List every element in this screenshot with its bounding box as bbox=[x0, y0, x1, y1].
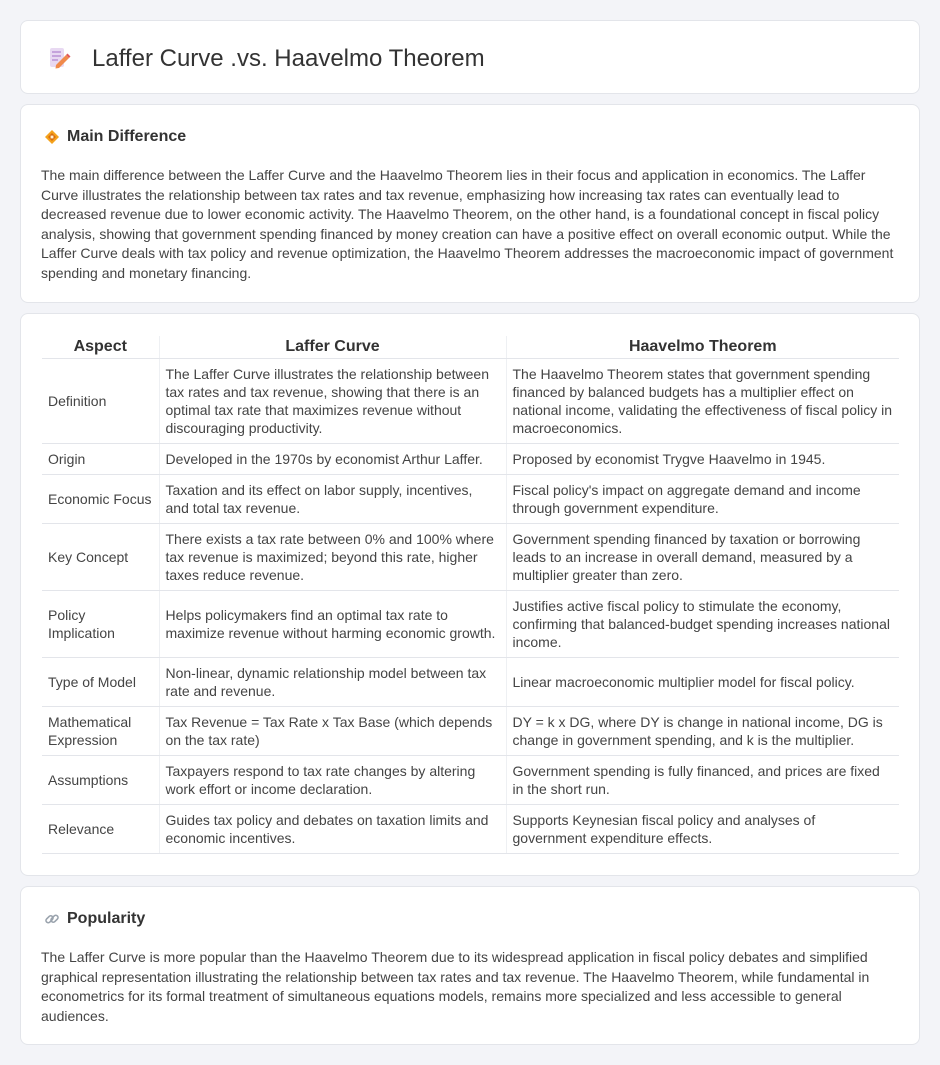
col-header-aspect: Aspect bbox=[42, 336, 159, 358]
header-card bbox=[20, 20, 920, 94]
aspect-cell: Type of Model bbox=[42, 657, 159, 706]
laffer-cell: There exists a tax rate between 0% and 100% where tax revenue is maximized; beyond this rate, higher taxes reduce revenue. bbox=[159, 523, 506, 590]
laffer-cell: Guides tax policy and debates on taxation limits and economic incentives. bbox=[159, 804, 506, 853]
haavelmo-cell: Supports Keynesian fiscal policy and analyses of government expenditure effects. bbox=[506, 804, 899, 853]
laffer-cell: Helps policymakers find an optimal tax rate to maximize revenue without harming economic growth. bbox=[159, 590, 506, 657]
table-row bbox=[42, 443, 899, 474]
aspect-cell: Definition bbox=[42, 358, 159, 443]
document-edit-icon bbox=[47, 46, 71, 70]
laffer-cell: Taxpayers respond to tax rate changes by altering work effort or income declaration. bbox=[159, 755, 506, 804]
aspect-cell: Policy Implication bbox=[42, 590, 159, 657]
table-row bbox=[42, 523, 899, 590]
popularity-text: The Laffer Curve is more popular than the Haavelmo Theorem due to its widespread application in fiscal policy debates and simplified graphical representation illustrating the relationship between tax rates and tax revenue. The Haavelmo Theorem, while fundamental in econometrics for its formal treatment of simultaneous equations models, remains more specialized and less accessible to general audiences. bbox=[41, 949, 870, 1024]
table-row bbox=[42, 358, 899, 443]
haavelmo-cell: Government spending financed by taxation or borrowing leads to an increase in overall demand, measured by a multiplier greater than zero. bbox=[506, 523, 899, 590]
aspect-cell: Key Concept bbox=[42, 523, 159, 590]
laffer-cell: Tax Revenue = Tax Rate x Tax Base (which depends on the tax rate) bbox=[159, 706, 506, 755]
haavelmo-cell: DY = k x DG, where DY is change in national income, DG is change in government spending, and k is the multiplier. bbox=[506, 706, 899, 755]
haavelmo-cell: Fiscal policy's impact on aggregate demand and income through government expenditure. bbox=[506, 474, 899, 523]
haavelmo-cell: Justifies active fiscal policy to stimulate the economy, confirming that balanced-budget spending increases national income. bbox=[506, 590, 899, 657]
comparison-table bbox=[42, 336, 899, 854]
table-row bbox=[42, 804, 899, 853]
table-row bbox=[42, 657, 899, 706]
col-header-laffer-curve: Laffer Curve bbox=[159, 336, 506, 358]
haavelmo-cell: Proposed by economist Trygve Haavelmo in 1945. bbox=[506, 443, 899, 474]
comparison-table-section bbox=[20, 313, 920, 876]
popularity-heading bbox=[44, 910, 145, 928]
laffer-cell: Non-linear, dynamic relationship model between tax rate and revenue. bbox=[159, 657, 506, 706]
table-header-row bbox=[42, 336, 899, 358]
main-difference-text: The main difference between the Laffer Curve and the Haavelmo Theorem lies in their focus and application in economics. The Laffer Curve illustrates the relationship between tax rates and tax revenue, emphasizing how increasing tax rates can eventually lead to decreased revenue due to lower economic activity. The Haavelmo Theorem, on the other hand, is a foundational concept in fiscal policy analysis, showing that government spending financed by money creation can have a positive effect on overall economic output. While the Laffer Curve deals with tax policy and revenue optimization, the Haavelmo Theorem addresses the macroeconomic impact of government spending and monetary financing. bbox=[41, 167, 894, 281]
aspect-cell: Origin bbox=[42, 443, 159, 474]
haavelmo-cell: Government spending is fully financed, and prices are fixed in the short run. bbox=[506, 755, 899, 804]
popularity-title: Popularity bbox=[67, 910, 146, 927]
aspect-cell: Relevance bbox=[42, 804, 159, 853]
haavelmo-cell: The Haavelmo Theorem states that government spending financed by balanced budgets has a multiplier effect on national income, validating the effectiveness of fiscal policy in macroeconomics. bbox=[506, 358, 899, 443]
main-difference-heading bbox=[44, 128, 186, 146]
diamond-icon bbox=[44, 129, 60, 145]
page-title: Laffer Curve .vs. Haavelmo Theorem bbox=[92, 45, 485, 72]
link-icon bbox=[44, 911, 60, 927]
table-row bbox=[42, 755, 899, 804]
aspect-cell: Assumptions bbox=[42, 755, 159, 804]
laffer-cell: Developed in the 1970s by economist Arthur Laffer. bbox=[159, 443, 506, 474]
laffer-cell: The Laffer Curve illustrates the relationship between tax rates and tax revenue, showing that there is an optimal tax rate that maximizes revenue without discouraging productivity. bbox=[159, 358, 506, 443]
col-header-haavelmo-theorem: Haavelmo Theorem bbox=[506, 336, 899, 358]
table-row bbox=[42, 474, 899, 523]
main-difference-title: Main Difference bbox=[67, 128, 187, 145]
main-difference-section bbox=[20, 104, 920, 303]
popularity-section bbox=[20, 886, 920, 1045]
haavelmo-cell: Linear macroeconomic multiplier model for fiscal policy. bbox=[506, 657, 899, 706]
aspect-cell: Economic Focus bbox=[42, 474, 159, 523]
laffer-cell: Taxation and its effect on labor supply, incentives, and total tax revenue. bbox=[159, 474, 506, 523]
table-row bbox=[42, 590, 899, 657]
table-row bbox=[42, 706, 899, 755]
aspect-cell: Mathematical Expression bbox=[42, 706, 159, 755]
